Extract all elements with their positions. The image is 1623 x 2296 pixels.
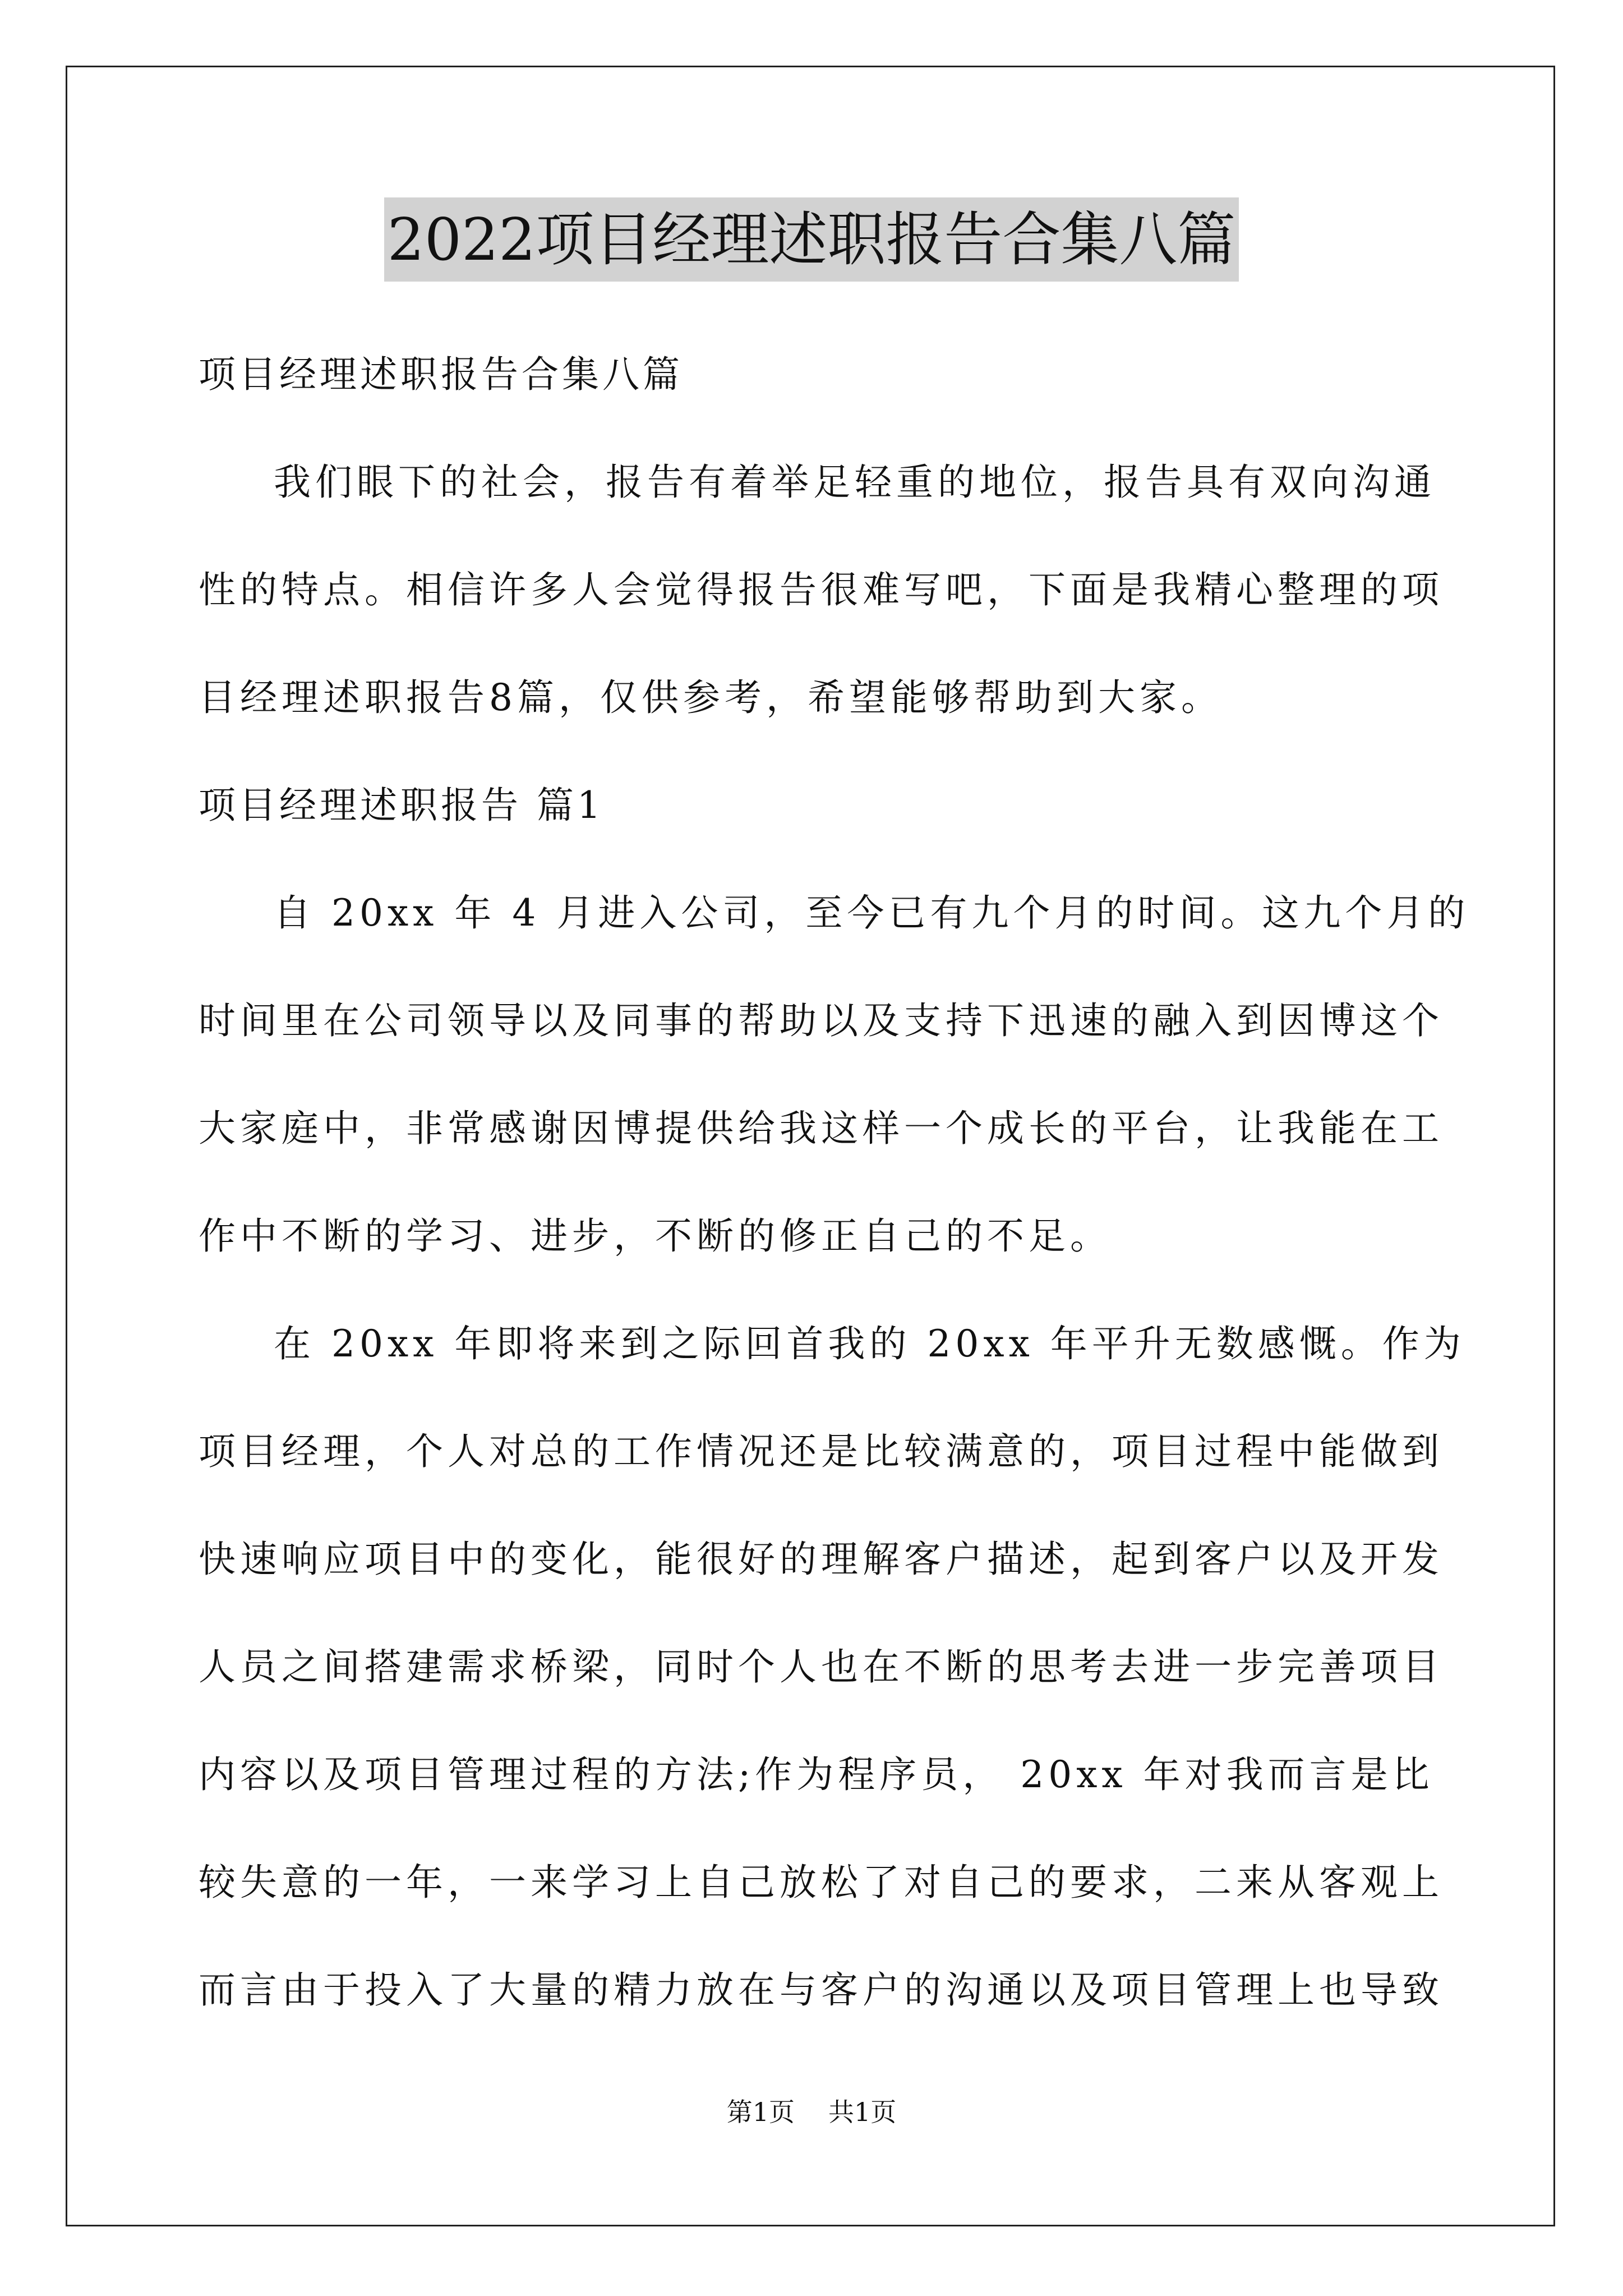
spacer: [199, 1802, 1432, 1856]
spacer: [199, 832, 1432, 886]
paragraph-line: 较失意的一年，一来学习上自己放松了对自己的要求，二来从客观上: [199, 1861, 1444, 1904]
spacer: [199, 509, 1432, 563]
paragraph-line: 而言由于投入了大量的精力放在与客户的沟通以及项目管理上也导致: [199, 1968, 1444, 2012]
spacer: [199, 940, 1432, 994]
paragraph-line: 快速响应项目中的变化，能很好的理解客户描述，起到客户以及开发: [199, 1538, 1444, 1581]
document-body: [199, 348, 1470, 2017]
intro-line: 我们眼下的社会，报告有着举足轻重的地位，报告具有双向沟通: [274, 461, 1436, 504]
spacer: [199, 1156, 1432, 1209]
document-subtitle: 项目经理述职报告合集八篇: [199, 353, 683, 396]
spacer: [199, 1586, 1432, 1640]
page-number: 第1页: [726, 2097, 795, 2127]
spacer: [199, 402, 1432, 455]
spacer: [199, 1048, 1432, 1102]
intro-line: 目经理述职报告8篇，仅供参考，希望能够帮助到大家。: [199, 676, 1223, 719]
paragraph-line: 项目经理，个人对总的工作情况还是比较满意的，项目过程中能做到: [199, 1430, 1444, 1473]
paragraph-line: 自 20xx 年 4 月进入公司，至今已有九个月的时间。这九个月的: [274, 891, 1470, 935]
paragraph-line: 人员之间搭建需求桥梁，同时个人也在不断的思考去进一步完善项目: [199, 1645, 1444, 1688]
spacer: [199, 1371, 1432, 1425]
page-total: 共1页: [828, 2097, 897, 2127]
paragraph-line: 时间里在公司领导以及同事的帮助以及支持下迅速的融入到因博这个: [199, 999, 1444, 1042]
paragraph-line: 作中不断的学习、进步，不断的修正自己的不足。: [199, 1214, 1112, 1258]
paragraph-line: 大家庭中，非常感谢因博提供给我这样一个成长的平台，让我能在工: [199, 1107, 1444, 1150]
spacer: [199, 1910, 1432, 1963]
spacer: [199, 617, 1432, 671]
intro-line: 性的特点。相信许多人会觉得报告很难写吧，下面是我精心整理的项: [199, 568, 1444, 611]
spacer: [199, 1263, 1432, 1317]
page-footer: [0, 2095, 1623, 2129]
document-title: 2022项目经理述职报告合集八篇: [384, 197, 1239, 282]
spacer: [199, 1479, 1432, 1533]
spacer: [199, 725, 1432, 779]
section-heading: 项目经理述职报告 篇1: [199, 784, 604, 827]
spacer: [199, 1694, 1432, 1748]
paragraph-line: 内容以及项目管理过程的方法;作为程序员， 20xx 年对我而言是比: [199, 1753, 1434, 1796]
paragraph-line: 在 20xx 年即将来到之际回首我的 20xx 年平升无数感慨。作为: [274, 1322, 1465, 1365]
title-wrapper: [0, 197, 1623, 282]
